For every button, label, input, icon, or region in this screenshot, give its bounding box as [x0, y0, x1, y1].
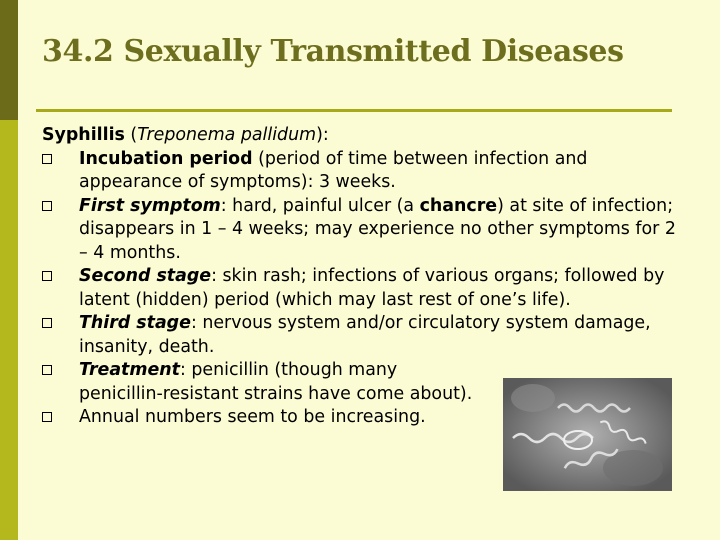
bullet-lead: Incubation period [79, 148, 253, 169]
bullet-text: ) at site of infection; disappears in 1 – 4 weeks; may experience no other symptoms for 2 – 4 months. [79, 195, 676, 263]
bullet-text: : penicillin (though many penicillin-resistant strains have come about). [79, 360, 473, 404]
bullet-lead: First symptom [79, 195, 221, 216]
square-bullet-icon [42, 365, 52, 375]
topic-heading [42, 124, 682, 148]
bullet-lead: Second stage [79, 266, 212, 286]
left-accent-bar-dark [0, 0, 18, 120]
bullet-text: Annual numbers seem to be increasing. [79, 407, 426, 427]
bullet-item-incubation [42, 148, 682, 195]
bullet-lead: Third stage [79, 313, 191, 333]
bullet-item-treatment [42, 359, 479, 406]
micrograph-image [503, 378, 672, 491]
pathogen-name: Treponema pallidum [137, 125, 317, 145]
slide-title: 34.2 Sexually Transmitted Diseases [42, 34, 624, 69]
bullet-text: : skin rash; infections of various organs; followed by latent (hidden) period (which may last rest of one’s life). [79, 266, 665, 310]
bullet-lead: Treatment [79, 360, 180, 380]
bullet-bold-term: chancre [419, 195, 498, 216]
bullet-item-second-stage [42, 265, 682, 312]
square-bullet-icon [42, 412, 52, 422]
spirochete-micrograph [503, 378, 672, 491]
square-bullet-icon [42, 318, 52, 328]
bullet-text: : nervous system and/or circulatory system damage, insanity, death. [79, 313, 651, 357]
topic-paren-open: ( [124, 125, 138, 145]
bullet-text: : hard, painful ulcer (a [220, 195, 420, 216]
bullet-item-third-stage [42, 312, 682, 359]
square-bullet-icon [42, 154, 52, 164]
bullet-text: (period of time between infection and appearance of symptoms): 3 weeks. [79, 148, 588, 192]
square-bullet-icon [42, 271, 52, 281]
title-divider [36, 109, 672, 112]
left-accent-bar-light [0, 120, 18, 540]
topic-paren-close: ): [316, 125, 329, 145]
topic-term: Syphillis [42, 125, 125, 145]
square-bullet-icon [42, 201, 52, 211]
bullet-item-first-symptom [42, 195, 682, 266]
